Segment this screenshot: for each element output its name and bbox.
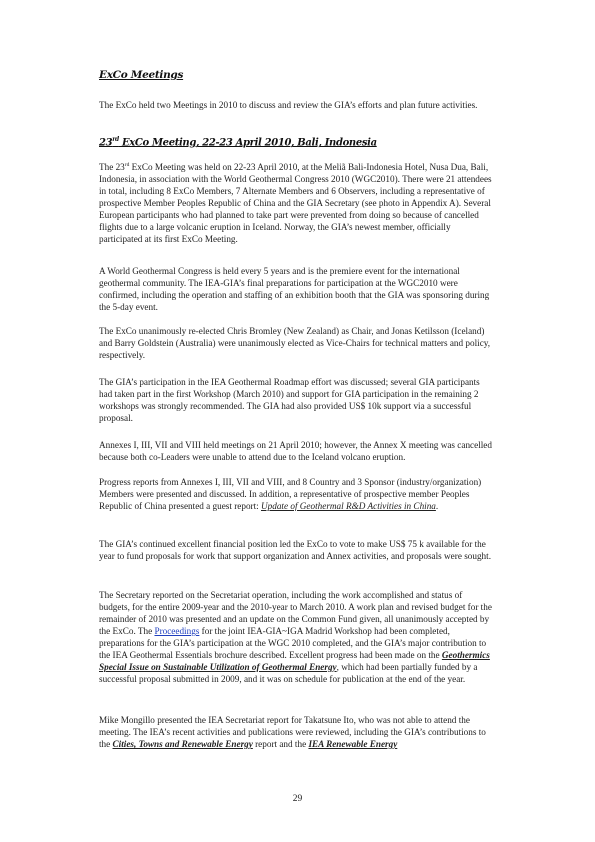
meeting-heading-text: ExCo Meeting, 22-23 April 2010, Bali, Indonesia (118, 137, 377, 149)
p6-report-title: Update of Geothermal R&D Activities in China (261, 501, 436, 511)
meeting-heading-ordinal: rd (112, 136, 119, 143)
p9-text-b: report and the (252, 739, 309, 749)
paragraph-secretariat (99, 589, 495, 685)
proceedings-link[interactable]: Proceedings (154, 626, 200, 636)
paragraph-meeting-details (99, 161, 495, 245)
paragraph-iea-secretariat (99, 714, 495, 750)
intro-paragraph: The ExCo held two Meetings in 2010 to discuss and review the GIA’s efforts and plan future activities. (99, 100, 478, 110)
paragraph-elections: The ExCo unanimously re-elected Chris Bromley (New Zealand) as Chair, and Jonas Ketilsson (Iceland) and Barry Goldstein (Australia) were unanimously elected as Vice-Chairs for technical matters and policy, respectively. (99, 326, 491, 360)
p6-text: Progress reports from Annexes I, III, VII and VIII, and 8 Country and 3 Sponsor (industry/organization) Members were presented and discussed. In addition, a representative of prospective member Peoples Republic of China presented a guest report: (99, 477, 482, 511)
page-number: 29 (292, 794, 303, 804)
p1-ordinal: rd (124, 161, 130, 168)
p1-text-a: The 23 (99, 162, 125, 172)
p8-text-a: The Secretary reported on the Secretariat operation, including the work accomplished and status of budgets, for the entire 2009-year and the 2010-year to March 2010. A work plan and revised budget for the remainder of 2010 was presented and an update on the Common Fund given, all unanimously accepted by the ExCo. The (99, 590, 492, 636)
p6-end: . (435, 501, 439, 511)
section-title: ExCo Meetings (99, 69, 184, 81)
paragraph-annexes: Annexes I, III, VII and VIII held meetings on 21 April 2010; however, the Annex X meeting was cancelled because both co-Leaders were unable to attend due to the Iceland volcano eruption. (99, 440, 492, 462)
p9-publication-title: IEA Renewable Energy (308, 739, 398, 749)
p8-text-b: for the joint IEA-GIA~IGA Madrid Workshop had been completed, preparations for the GIA’s participation at the WGC 2010 completed, and the GIA’s major contribution to the IEA Geothermal Essentials brochure described. Excellent progress had been made on the (99, 626, 487, 660)
meeting-heading-number: 23 (99, 137, 113, 149)
p8-special-issue-title: Geothermics Special Issue on Sustainable Utilization of Geothermal Energy (99, 650, 490, 672)
p9-text-a: Mike Mongillo presented the IEA Secretariat report for Takatsune Ito, who was not able to attend the meeting. The IEA’s recent activities and publications were reviewed, including the GIA’s contributions to the (99, 715, 486, 749)
paragraph-roadmap: The GIA’s participation in the IEA Geothermal Roadmap effort was discussed; several GIA participants had taken part in the first Workshop (March 2010) and support for GIA participation in the remaining 2 workshops was strongly recommended. The GIA had also provided US$ 10k support via a successful proposal. (99, 377, 480, 423)
paragraph-progress-reports (99, 476, 495, 512)
p8-text-c: , which had been partially funded by a successful proposal submitted in 2009, and it was on schedule for publication at the end of the year. (99, 662, 478, 684)
paragraph-wgc: A World Geothermal Congress is held every 5 years and is the premiere event for the international geothermal community. The IEA-GIA’s final preparations for participation at the WGC2010 were confirmed, including the operation and staffing of an exhibition booth that the GIA was sponsoring during the 5-day event. (99, 266, 490, 312)
p9-report-title: Cities, Towns and Renewable Energy (112, 739, 253, 749)
meeting-heading (99, 136, 377, 148)
p1-text-b: ExCo Meeting was held on 22-23 April 2010, at the Meliã Bali-Indonesia Hotel, Nusa Dua, Bali, Indonesia, in association with the World Geothermal Congress 2010 (WGC2010). There were 21 attendees in total, including 8 ExCo Members, 7 Alternate Members and 6 Observers, including a representative of prospective Member Peoples Republic of China and the GIA Secretary (see photo in Appendix A). Several European participants who had planned to take part were prevented from doing so because of cancelled flights due to a large volcanic eruption in Iceland. Norway, the GIA’s newest member, officially participated at its first ExCo Meeting. (99, 162, 492, 244)
paragraph-financial: The GIA’s continued excellent financial position led the ExCo to vote to make US$ 75 k available for the year to fund proposals for work that support organization and Annex activities, and proposals were sought. (99, 539, 491, 561)
